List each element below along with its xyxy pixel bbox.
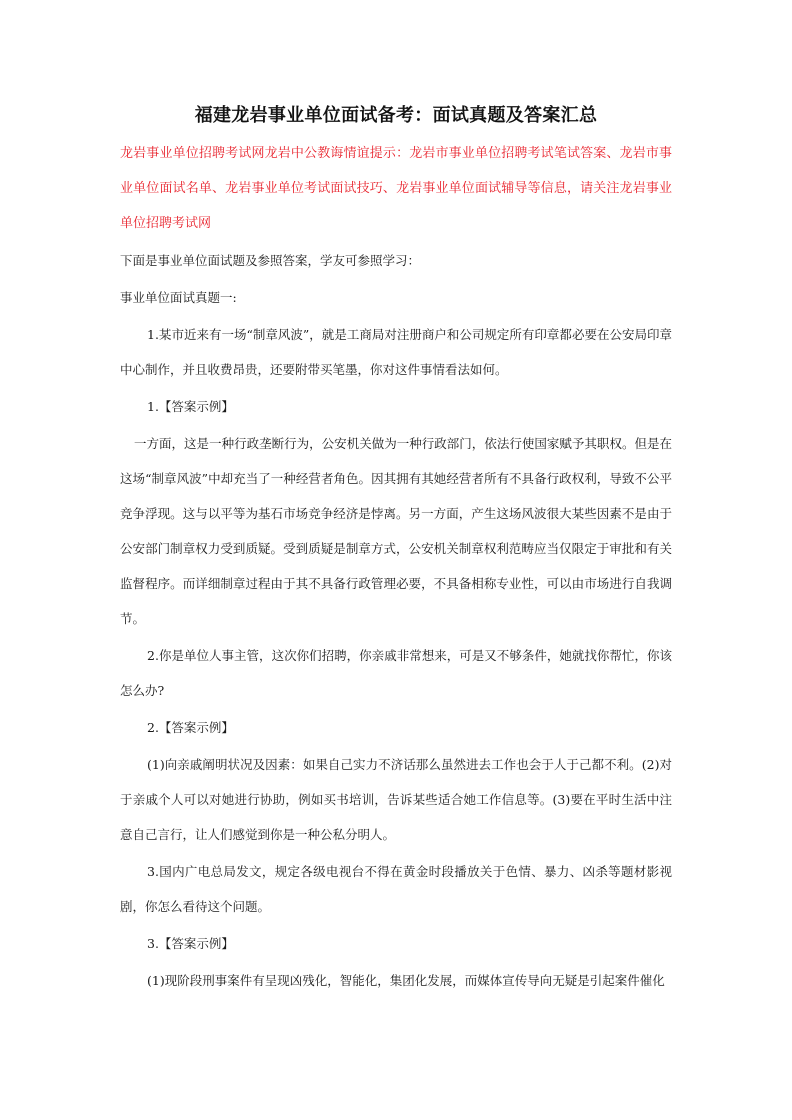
question-1: 1.某市近来有一场“制章风波”，就是工商局对注册商户和公司规定所有印章都必要在公安局印章中心制作，并且收费昂贵，还要附带买笔墨，你对这件事情看法如何。 <box>120 327 672 377</box>
answer-3-label: 3.【答案示例】 <box>147 936 234 951</box>
answer-2-text: (1)向亲戚阐明状况及因素：如果自己实力不济话那么虽然进去工作也会于人于己都不利。(2)对于亲戚个人可以对她进行协助，例如买书培训，告诉某些适合她工作信息等。(3)要在平时生活中注意自己言行，让人们感觉到你是一种公私分明人。 <box>120 757 672 842</box>
question-3: 3.国内广电总局发文，规定各级电视台不得在黄金时段播放关于色情、暴力、凶杀等题材影视剧，你怎么看待这个问题。 <box>120 864 672 914</box>
red-notice: 龙岩事业单位招聘考试网龙岩中公教诲情谊提示：龙岩市事业单位招聘考试笔试答案、龙岩市事业单位面试名单、龙岩事业单位考试面试技巧、龙岩事业单位面试辅导等信息，请关注龙岩事业单位招聘考试网 <box>120 146 672 231</box>
document-page <box>120 96 672 998</box>
section-title: 事业单位面试真题一: <box>120 290 237 305</box>
intro-text: 下面是事业单位面试题及参照答案，学友可参照学习： <box>120 253 421 268</box>
question-2: 2.你是单位人事主管，这次你们招聘，你亲戚非常想来，可是又不够条件，她就找你帮忙，你该怎么办? <box>120 648 672 698</box>
answer-1-label: 1.【答案示例】 <box>147 399 234 414</box>
answer-3-text: (1)现阶段刑事案件有呈现凶残化，智能化，集团化发展，而媒体宣传导向无疑是引起案件催化 <box>147 973 665 988</box>
answer-1-text: 一方面，这是一种行政垄断行为，公安机关做为一种行政部门，依法行使国家赋予其职权。但是在这场“制章风波”中却充当了一种经营者角色。因其拥有其她经营者所有不具备行政权利，导致不公平竞争浮现。这与以平等为基石市场竞争经济是悖离。另一方面，产生这场风波很大某些因素不是由于公安部门制章权力受到质疑。受到质疑是制章方式，公安机关制章权利范畴应当仅限定于审批和有关监督程序。而详细制章过程由于其不具备行政管理必要，不具备相称专业性，可以由市场进行自我调节。 <box>120 436 672 626</box>
document-title: 福建龙岩事业单位面试备考：面试真题及答案汇总 <box>194 105 598 126</box>
answer-2-label: 2.【答案示例】 <box>147 720 234 735</box>
